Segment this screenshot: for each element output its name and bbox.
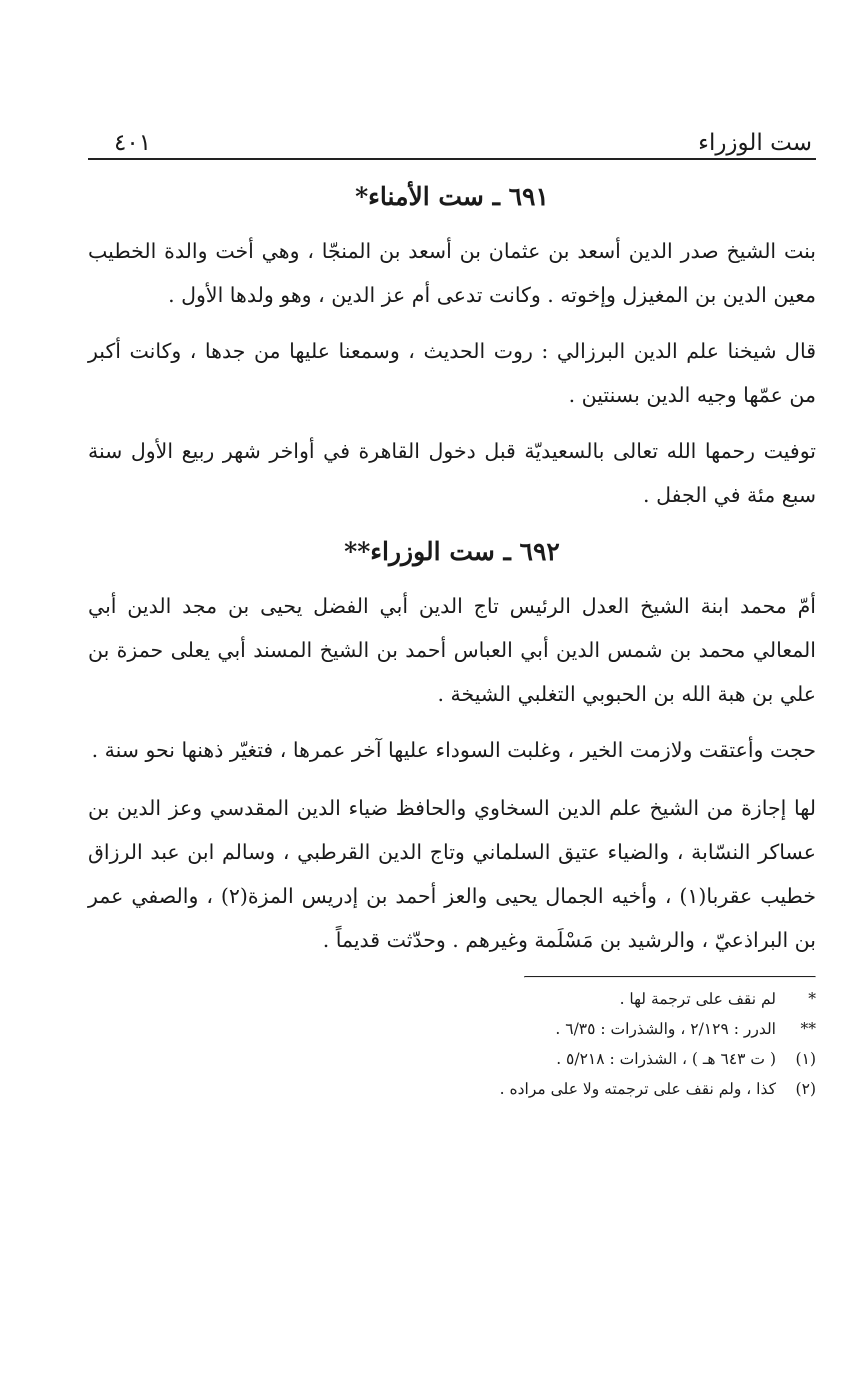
paragraph: بنت الشيخ صدر الدين أسعد بن عثمان بن أسعد بن المنجّا ، وهي أخت والدة الخطيب معين الدين بن المغيزل وإخوته . وكانت تدعى أم عز الدين ، وهو ولدها الأول . [88,239,816,307]
footnote-text: الدرر : ٢/١٢٩ ، والشذرات : ٦/٣٥ . [555,1020,776,1038]
footnote [88,984,816,1014]
entry-heading-692: ٦٩٢ ـ ست الوزراء** [344,537,560,566]
footnotes [88,984,816,1104]
paragraph: قال شيخنا علم الدين البرزالي : روت الحديث ، وسمعنا عليها من جدها ، وكانت أكبر من عمّها وجيه الدين بسنتين . [88,339,816,407]
paragraph: حجت وأعتقت ولازمت الخير ، وغلبت السوداء عليها آخر عمرها ، فتغيّر ذهنها نحو سنة . [91,738,816,762]
footnote-divider [524,976,816,978]
footnote-mark: * [808,990,816,1008]
running-header [88,118,816,160]
paragraph: أمّ محمد ابنة الشيخ العدل الرئيس تاج الدين أبي الفضل يحيى بن مجد الدين أبي المعالي محمد بن شمس الدين أبي العباس أحمد بن الشيخ المسند أبي يعلى حمزة بن علي بن هبة الله بن الحبوبي التغلبي الشيخة . [88,594,816,706]
entry-heading-691: ٦٩١ ـ ست الأمناء* [355,182,549,211]
paragraph: توفيت رحمها الله تعالى بالسعيديّة قبل دخول القاهرة في أواخر شهر ربيع الأول سنة سبع مئة في الجفل . [88,439,816,507]
footnote-mark: (٢) [795,1080,816,1098]
footnote [88,1074,816,1104]
footnote-mark: ** [800,1020,816,1038]
footnote-mark: (١) [795,1050,816,1068]
footnote-text: لم نقف على ترجمة لها . [619,990,776,1008]
footnote [88,1014,816,1044]
footnote-text: كذا ، ولم نقف على ترجمته ولا على مراده . [499,1080,776,1098]
page-number: ٤٠١ [114,130,152,156]
footnote-text: ( ت ٦٤٣ هـ ) ، الشذرات : ٥/٢١٨ . [556,1050,776,1068]
book-page [88,118,816,1104]
running-title: ست الوزراء [698,130,812,156]
footnote [88,1044,816,1074]
paragraph: لها إجازة من الشيخ علم الدين السخاوي والحافظ ضياء الدين المقدسي وعز الدين بن عساكر النسّابة ، والضياء عتيق السلماني وتاج الدين القرطبي ، وسالم ابن عبد الرزاق خطيب عقربا(١) ، وأخيه الجمال يحيى والعز أحمد بن إدريس المزة(٢) ، والصفي عمر بن البراذعيّ ، والرشيد بن مَسْلَمة وغيرهم . وحدّثت قديماً . [88,796,816,952]
